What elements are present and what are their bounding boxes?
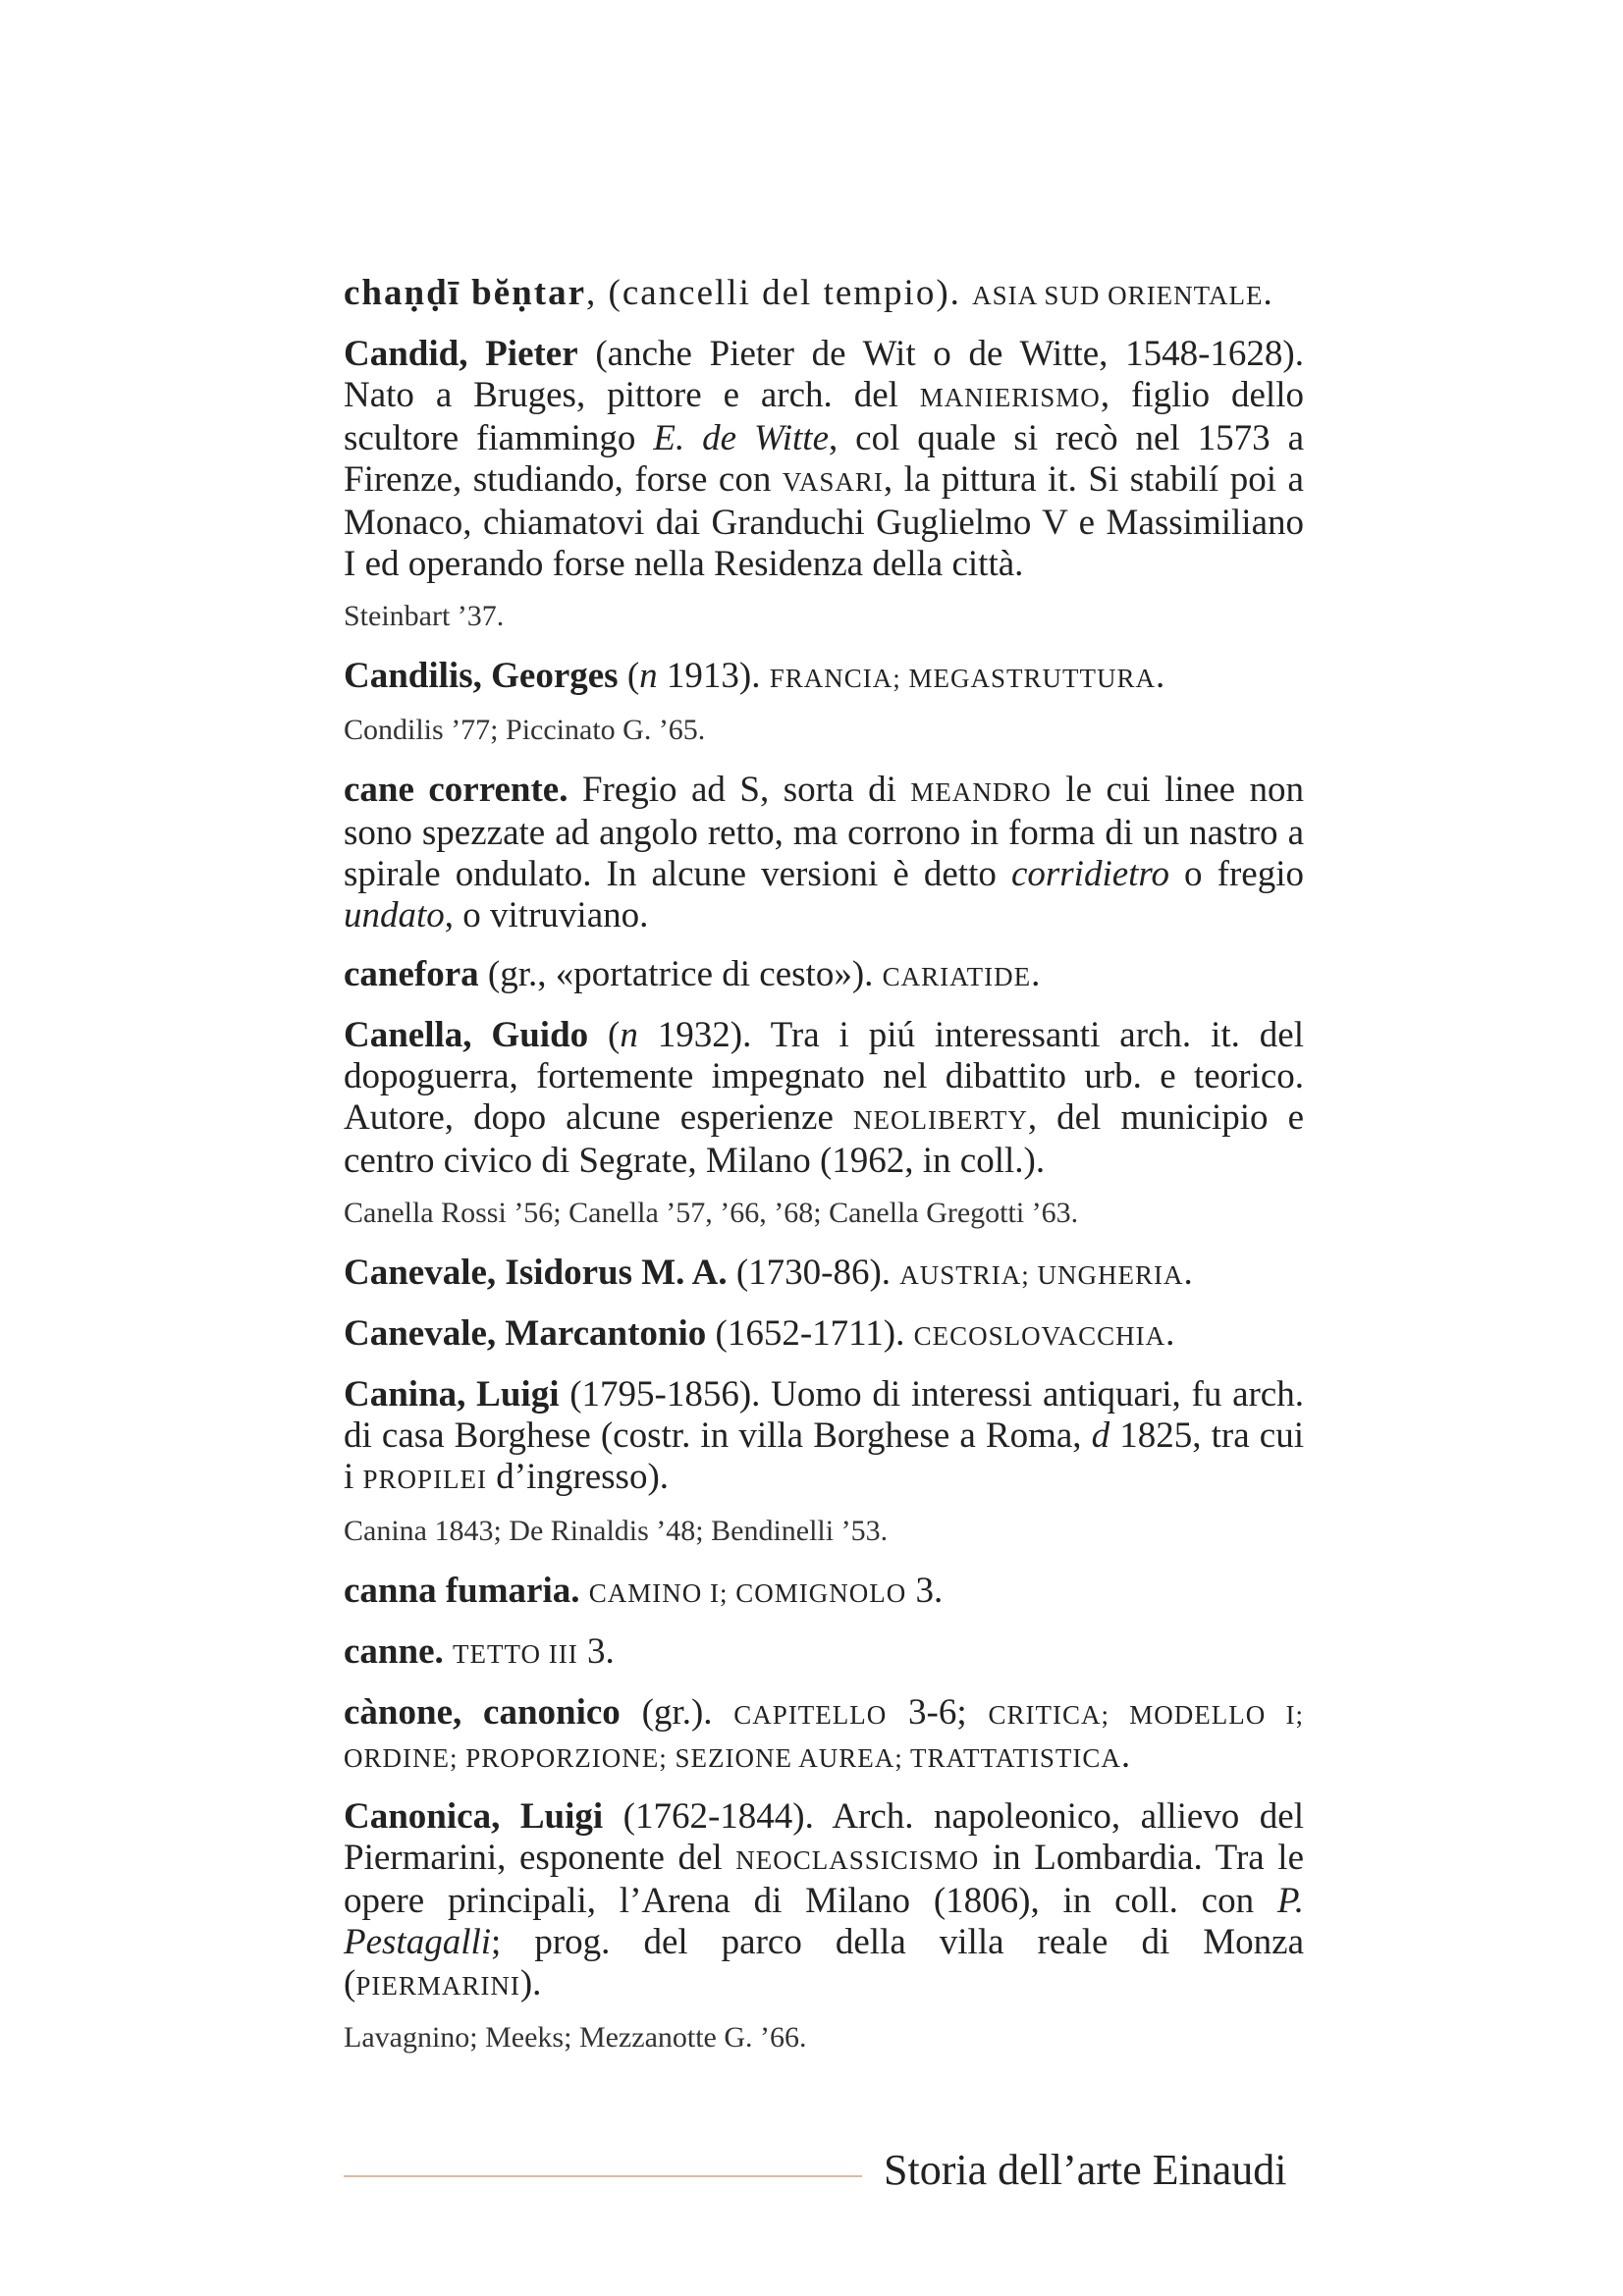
cross-reference: CARIATIDE [882,962,1032,991]
bibliography-refs: Canella Rossi ’56; Canella ’57, ’66, ’68; Canella Gregotti ’63. [344,1197,1079,1229]
entry-canne: canne. TETTO III 3. [344,1631,615,1672]
person-name: P. Pestagalli [344,1881,1304,1962]
bibliography-refs: Lavagnino; Meeks; Mezzanotte G. ’66. [344,2021,807,2054]
person-name: E. de Witte [653,418,829,458]
headword: cane corrente. [344,770,568,810]
headword: Canina, Luigi [344,1374,560,1415]
entry-canna-fumaria: canna fumaria. CAMINO I; COMIGNOLO 3. [344,1571,944,1611]
entry-canella-guido: Canella, Guido (n 1932). Tra i piú interessanti arch. it. del dopoguerra, fortemente impegnato nel dibattito urb. e teorico. Autore, dopo alcune esperienze NEOLIBERTY, del municipio e centro civico di Segrate, Milano (1962, in coll.). [344,1015,1305,1181]
bibliography-refs: Steinbart ’37. [344,600,505,632]
bibliography-refs: Canina 1843; De Rinaldis ’48; Bendinelli ’53. [344,1515,889,1547]
headword: Candid, Pieter [344,334,578,374]
cross-reference: ASIA SUD ORIENTALE [972,281,1264,310]
cross-reference: AUSTRIA; UNGHERIA [899,1260,1184,1290]
cross-reference: FRANCIA; MEGASTRUTTURA [769,664,1156,693]
cross-reference: MEANDRO [910,777,1052,807]
entry-canevale-isidorus: Canevale, Isidorus M. A. (1730-86). AUSTRIA; UNGHERIA. [344,1253,1193,1293]
bibliography-refs: Condilis ’77; Piccinato G. ’65. [344,714,706,746]
cross-reference: MANIERISMO [919,383,1101,412]
entry-canonica-luigi: Canonica, Luigi (1762-1844). Arch. napoleonico, allievo del Piermarini, esponente del NEOCLASSICISMO in Lombardia. Tra le opere principali, l’Arena di Milano (1806), in coll. con P. Pestagalli; prog. del parco della villa reale di Monza (PIERMARINI). [344,1796,1304,2003]
cross-reference: VASARI [782,467,884,497]
headword: cànone, canonico [344,1692,621,1733]
footer-divider [344,2175,862,2177]
entry-candid-pieter: Candid, Pieter (anche Pieter de Wit o de Witte, 1548-1628). Nato a Bruges, pittore e arch. del MANIERISMO, figlio dello scultore fiammingo E. de Witte, col quale si recò nel 1573 a Firenze, studiando, forse con VASARI, la pittura it. Si stabilí poi a Monaco, chiamatovi dai Granduchi Guglielmo V e Massimiliano I ed operando forse nella Residenza della città. [344,334,1304,584]
dictionary-page-body [344,273,1304,2077]
entry-canone-canonico: cànone, canonico (gr.). CAPITELLO 3-6; CRITICA; MODELLO I; ORDINE; PROPORZIONE; SEZIONE AUREA; TRATTATISTICA. [344,1692,1304,1776]
headword: chaṇḍī bĕṇtar [344,273,587,313]
headword: canefora [344,954,479,994]
cross-reference: CAPITELLO [733,1700,888,1730]
cross-reference: NEOCLASSICISMO [735,1845,980,1875]
headword: Candilis, Georges [344,656,619,696]
headword: Canevale, Marcantonio [344,1313,707,1354]
cross-reference: PROPILEI [362,1465,488,1494]
headword: canna fumaria. [344,1571,580,1611]
cross-reference: PIERMARINI [355,1971,520,2001]
cross-reference: TETTO III [453,1639,578,1669]
entry-cane-corrente: cane corrente. Fregio ad S, sorta di MEANDRO le cui linee non sono spezzate ad angolo retto, ma corrono in forma di un nastro a spirale ondulato. In alcune versioni è detto corridietro o fregio undato, o vitruviano. [344,770,1305,935]
entry-canevale-marcantonio: Canevale, Marcantonio (1652-1711). CECOSLOVACCHIA. [344,1313,1175,1354]
entry-canina-luigi: Canina, Luigi (1795-1856). Uomo di interessi antiquari, fu arch. di casa Borghese (costr. in villa Borghese a Roma, d 1825, tra cui i PROPILEI d’ingresso). [344,1374,1304,1497]
entry-candilis-georges: Candilis, Georges (n 1913). FRANCIA; MEGASTRUTTURA. [344,656,1165,696]
cross-reference: CAMINO I; COMIGNOLO [588,1578,907,1608]
cross-reference: CRITICA; MODELLO I; ORDINE; PROPORZIONE; SEZIONE AUREA; TRATTATISTICA [344,1700,1304,1773]
footer-publisher: Storia dell’arte Einaudi [884,2146,1287,2194]
headword: Canonica, Luigi [344,1796,604,1837]
headword: Canevale, Isidorus M. A. [344,1253,728,1293]
headword: canne. [344,1631,444,1672]
cross-reference: CECOSLOVACCHIA [913,1321,1166,1351]
entry-canefora: canefora (gr., «portatrice di cesto»). CARIATIDE. [344,954,1041,994]
entry-chandi-bentar: chaṇḍī bĕṇtar, (cancelli del tempio). ASIA SUD ORIENTALE. [344,273,1272,313]
headword: Canella, Guido [344,1015,589,1055]
cross-reference: NEOLIBERTY [852,1105,1028,1135]
